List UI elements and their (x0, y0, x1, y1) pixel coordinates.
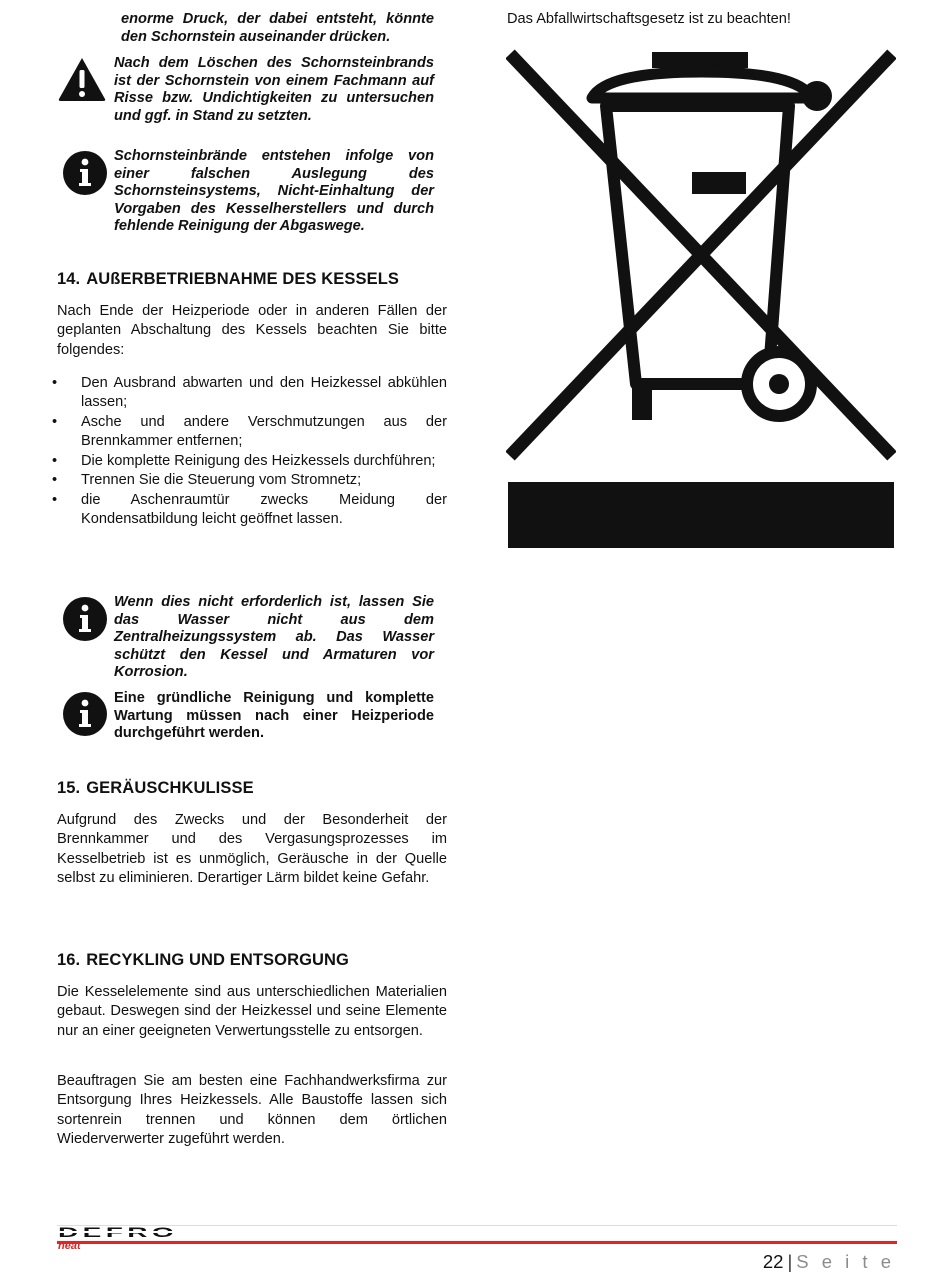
info-note-cleaning (57, 690, 435, 746)
section-14-intro: Nach Ende der Heizperiode oder in anderen Fällen der geplanten Abschaltung des Kessels beachten Sie bitte folgendes: (57, 303, 447, 358)
crossed-out-wheelie-bin-icon (506, 46, 896, 551)
section-15-heading (57, 779, 254, 798)
waste-law-note: Das Abfallwirtschaftsgesetz ist zu beachten! (507, 11, 791, 27)
info-icon (62, 150, 108, 196)
page-number-separator: | (787, 1251, 793, 1272)
footer-divider (57, 1225, 897, 1226)
info-note-water-text: Wenn dies nicht erforderlich ist, lassen Sie das Wasser nicht aus dem Zentralheizungssystem ab. Das Wasser schützt den Kessel und Armaturen vor Korrosion. (114, 594, 434, 681)
info-note-cleaning-text: Eine gründliche Reinigung und komplette Wartung müssen nach einer Heizperiode durchgeführt werden. (114, 690, 434, 742)
section-15-text: Aufgrund des Zwecks und der Besonderheit der Brennkammer und des Vergasungsprozesses im Kesselbetrieb ist es unmöglich, Geräusche in der Quelle selbst zu eliminieren. Derartiger Lärm bildet keine Gefahr. (57, 812, 447, 886)
section-16-heading (57, 951, 349, 970)
section-16-title: RECYKLING UND ENTSORGUNG (86, 951, 349, 969)
warning-triangle-icon (57, 56, 107, 102)
page-number-value: 22 (762, 1251, 784, 1272)
section-15-title: GERÄUSCHKULISSE (86, 779, 254, 797)
section-16-para1: Die Kesselelemente sind aus unterschiedlichen Materialien gebaut. Deswegen sind der Heizkessel und seine Elemente nur an einer geeigneten Verwertungsstelle zu entsorgen. (57, 984, 447, 1039)
section-14-heading (57, 270, 399, 289)
svg-text:heat: heat (58, 1240, 81, 1252)
page-label: S e i t e (796, 1251, 895, 1272)
info-note-water (57, 594, 435, 684)
list-item: • Trennen Sie die Steuerung vom Stromnetz; (52, 472, 362, 489)
info-note-chimney-text: Schornsteinbrände entstehen infolge von einer falschen Auslegung des Schornsteinsystems, Nicht-Einhaltung der Vorgaben des Kesselherstellers und durch fehlende Reinigung der Abgaswege. (114, 148, 434, 235)
section-14-title: AUßERBETRIEBNAHME DES KESSELS (86, 270, 400, 288)
section-16-number: 16. (57, 951, 81, 969)
info-icon (62, 691, 108, 737)
defro-heat-logo (58, 1226, 183, 1252)
warning-note-text: Nach dem Löschen des Schornsteinbrands ist der Schornstein von einem Fachmann auf Risse bzw. Undichtigkeiten zu untersuchen und ggf. in Stand zu setzten. (114, 55, 434, 124)
list-item: • Asche und andere Verschmutzungen aus der Brennkammer entfernen; (52, 413, 447, 450)
section-16-para2: Beauftragen Sie am besten eine Fachhandwerksfirma zur Entsorgung Ihres Heizkessels. Alle Baustoffe lassen sich sortenrein trennen und können dem örtlichen Wiederverwerter zugeführt werden. (57, 1073, 447, 1147)
list-item: • Die komplette Reinigung des Heizkessels durchführen; (52, 452, 436, 469)
warning-note (57, 55, 435, 127)
footer-accent-line (57, 1241, 897, 1244)
info-note-chimney (57, 148, 435, 240)
note-continuation: enorme Druck, der dabei entsteht, könnte den Schornstein auseinander drücken. (121, 11, 434, 45)
list-item: • Den Ausbrand abwarten und den Heizkessel abkühlen lassen; (52, 375, 447, 411)
page-number (763, 1251, 895, 1273)
shutdown-bullet-list (52, 374, 447, 529)
section-14-number: 14. (57, 270, 81, 288)
section-15-number: 15. (57, 779, 81, 797)
list-item: • die Aschenraumtür zwecks Meidung der Kondensatbildung leicht geöffnet lassen. (52, 491, 447, 527)
info-icon (62, 596, 108, 642)
